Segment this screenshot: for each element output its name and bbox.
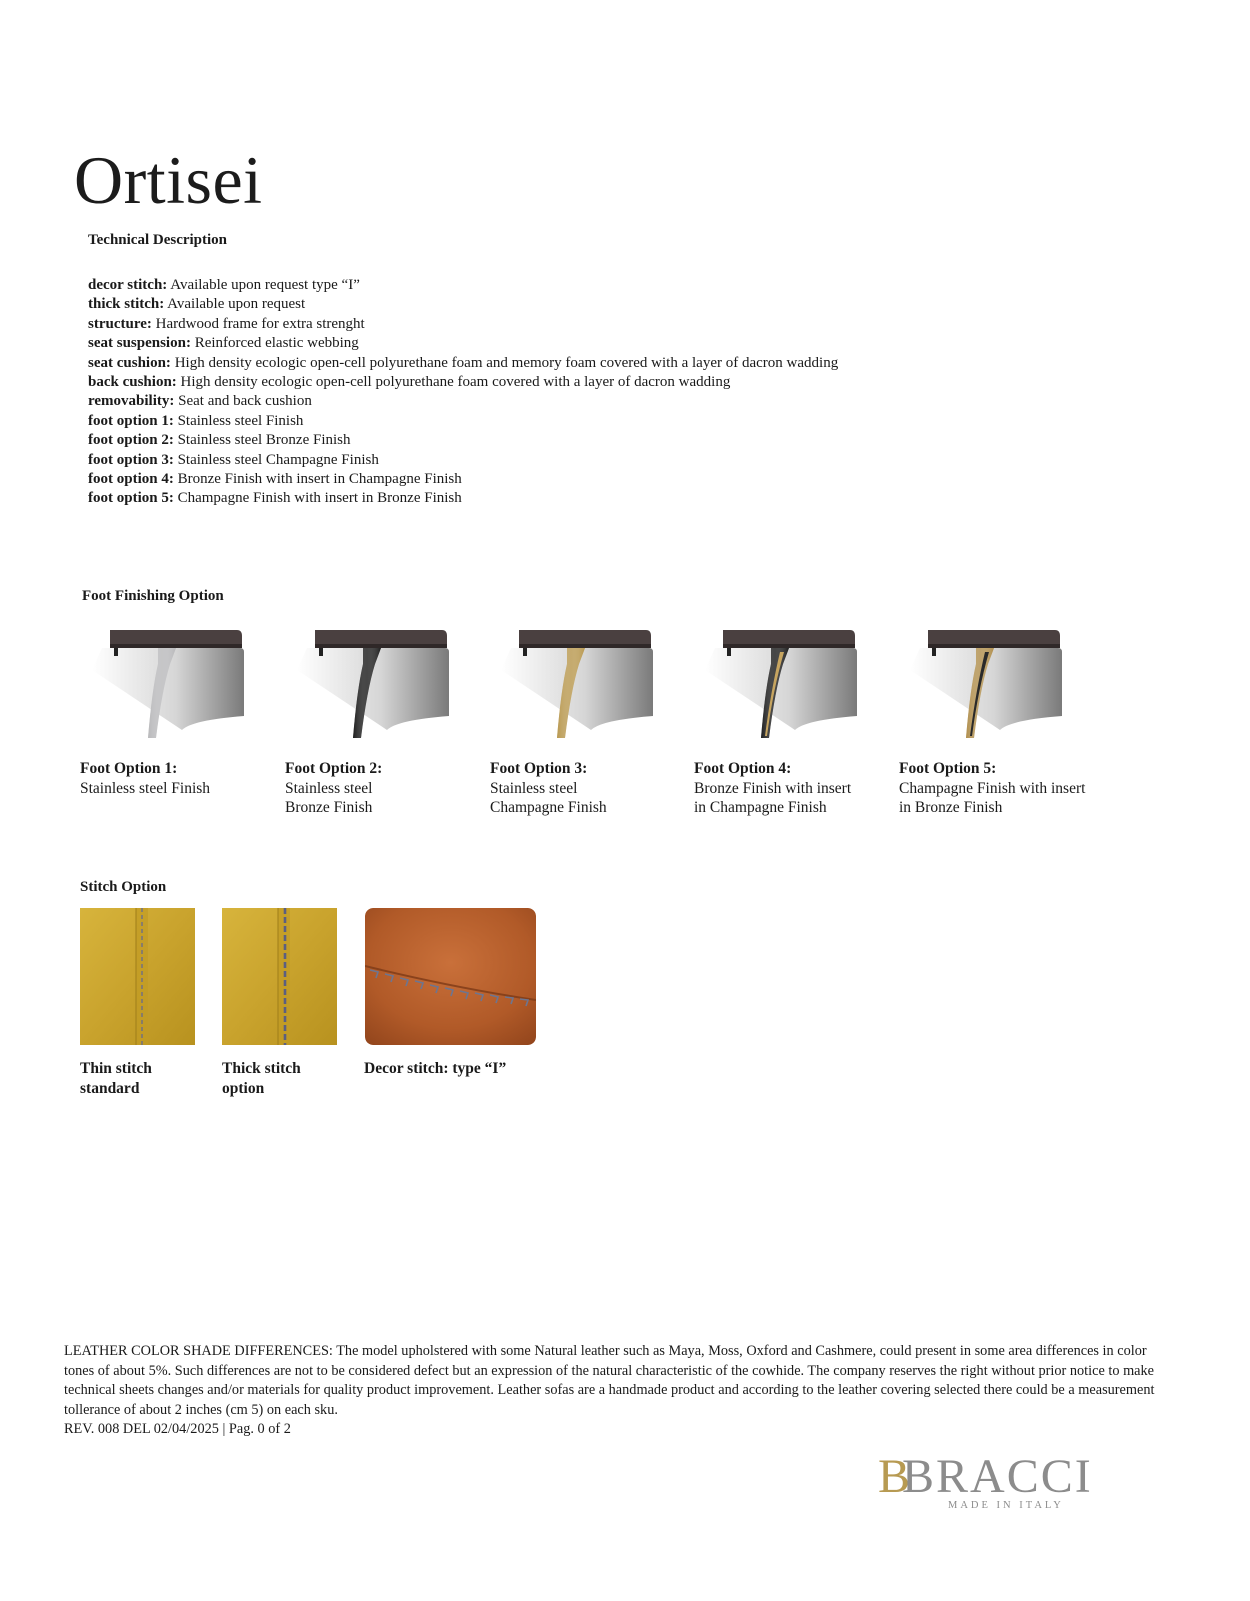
revision-line: REV. 008 DEL 02/04/2025 | Pag. 0 of 2 [64,1421,291,1437]
foot-option-4-image [685,630,857,750]
spec-row [88,489,838,508]
spec-value: Seat and back cushion [174,393,312,410]
spec-row [88,354,838,373]
foot-option-3-image [481,630,653,750]
decor-stitch-image [365,908,536,1045]
spec-value: Reinforced elastic webbing [190,335,359,352]
spec-value: High density ecologic open-cell polyurethane foam and memory foam covered with a layer of dacron wadding [170,354,839,371]
foot-option-1-image [72,630,244,750]
thick-stitch-image [222,908,337,1045]
spec-row [88,315,838,334]
spec-row [88,276,838,295]
spec-value: Stainless steel Champagne Finish [173,451,379,468]
foot-option-1-caption: Foot Option 1: Stainless steel Finish [80,760,211,797]
spec-value: Available upon request type “I” [167,277,360,293]
thin-stitch-caption: Thin stitch standard [80,1060,152,1097]
spec-list [88,276,838,509]
spec-row [88,373,838,392]
footer [64,1342,1174,1440]
technical-description-heading: Technical Description [88,232,228,248]
spec-value: High density ecologic open-cell polyurethane foam covered with a layer of dacron wadding [176,374,731,391]
foot-option-2-caption: Foot Option 2: Stainless steel Bronze Finish [285,760,383,816]
spec-label: seat cushion: [88,354,171,371]
foot-option-4-caption: Foot Option 4: Bronze Finish with insert in Champagne Finish [694,760,852,816]
spec-row [88,392,838,411]
thin-stitch-image [80,908,195,1045]
spec-label: foot option 3: [88,451,174,468]
spec-value: Champagne Finish with insert in Bronze Finish [173,490,462,507]
foot-option-3-caption: Foot Option 3: Stainless steel Champagne Finish [490,760,607,816]
logo-mark: B [878,1450,911,1503]
spec-label: seat suspension: [88,335,191,352]
spec-label: foot option 4: [88,471,174,488]
spec-label: foot option 2: [88,432,174,449]
product-title: Ortisei [74,142,263,218]
spec-row [88,431,838,450]
leather-disclaimer: LEATHER COLOR SHADE DIFFERENCES: The model upholstered with some Natural leather such as Maya, Moss, Oxford and Cashmere, could present in some area differences in color tones of about 5%. Such differences are not to be considered defect but an expression of the natural characteristic of the cowhide. The company reserves the right without prior notice to make technical sheets changes and/or materials for quality product improvement. Leather sofas are a handmade product and according to the leather covering selected there could be a measurement tollerance of about 2 inches (cm 5) on each sku. [64,1343,1155,1418]
spec-value: Bronze Finish with insert in Champagne Finish [173,471,462,488]
decor-stitch-caption: Decor stitch: type “I” [364,1060,507,1077]
spec-value: Available upon request [164,296,306,313]
spec-value: Stainless steel Finish [173,412,304,429]
thick-stitch-caption: Thick stitch option [222,1060,301,1097]
foot-option-2-image [277,630,449,750]
spec-label: foot option 1: [88,412,174,429]
spec-row [88,470,838,489]
foot-option-5-caption: Foot Option 5: Champagne Finish with insert in Bronze Finish [899,760,1086,816]
spec-label: decor stitch: [88,277,168,293]
foot-finishing-heading: Foot Finishing Option [82,588,224,604]
spec-row [88,412,838,431]
bracci-logo [878,1448,1138,1518]
spec-label: structure: [88,315,152,332]
spec-label: removability: [88,393,175,410]
spec-value: Stainless steel Bronze Finish [173,432,351,449]
spec-row [88,334,838,353]
spec-row [88,451,838,470]
spec-label: foot option 5: [88,490,174,507]
spec-label: back cushion: [88,374,177,391]
logo-tagline: MADE IN ITALY [948,1500,1064,1511]
logo-wordmark: BRACCI [902,1450,1093,1503]
stitch-option-heading: Stitch Option [80,879,167,895]
spec-value: Hardwood frame for extra strenght [151,315,365,332]
spec-row [88,295,838,314]
foot-option-5-image [890,630,1062,750]
spec-label: thick stitch: [88,296,165,313]
